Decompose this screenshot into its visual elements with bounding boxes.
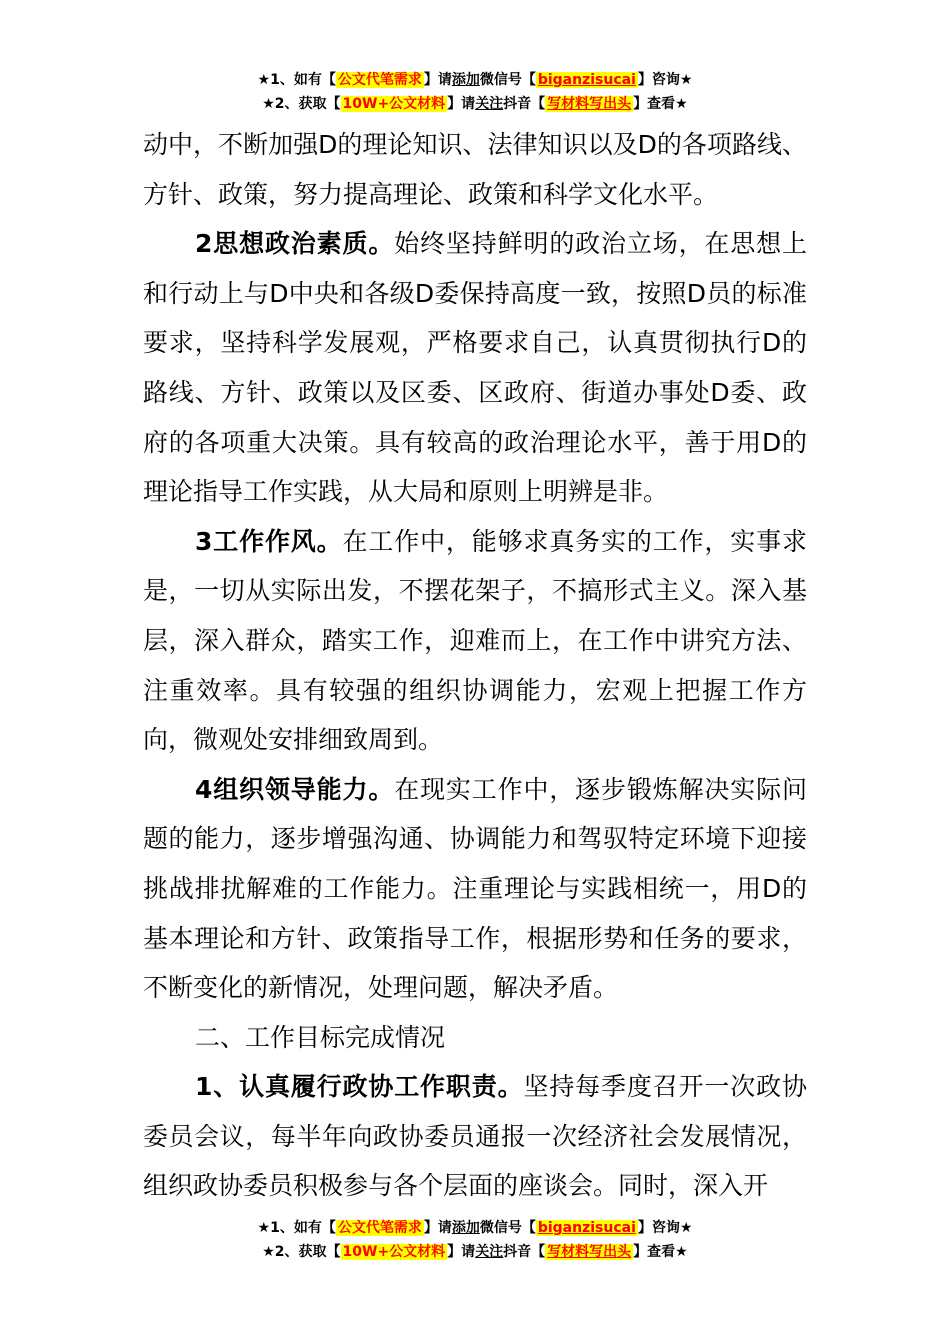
paragraph-3-title: 3工作作风。 xyxy=(195,526,343,556)
paragraph-3-text: 在工作中，能够求真务实的工作，实事求是，一切从实际出发，不摆花架子，不搞形式主义。深入基层，深入群众，踏实工作，迎难而上，在工作中讲究方法、注重效率。具有较强的组织协调能力，宏观上把握工作方向，微观处安排细致周到。 xyxy=(143,526,807,755)
banner-text: ★1、如有【 xyxy=(257,72,336,88)
banner-text: 抖音【 xyxy=(503,96,546,112)
banner-text: 】查看★ xyxy=(633,96,688,112)
banner-text: 】咨询★ xyxy=(637,1220,693,1236)
banner-wechat-id: biganzisucai xyxy=(537,1220,636,1236)
banner-text: 微信号【 xyxy=(479,1220,536,1236)
banner-text: ★2、获取【 xyxy=(262,96,341,112)
section-heading: 二、工作目标完成情况 xyxy=(195,1022,446,1052)
paragraph-4-title: 4组织领导能力。 xyxy=(195,774,395,804)
banner-underline: 添加 xyxy=(451,72,480,88)
banner-underline: 关注 xyxy=(475,1244,504,1260)
banner-text: 】请 xyxy=(423,72,452,88)
banner-wechat-id: biganzisucai xyxy=(537,72,636,88)
header-banner xyxy=(0,68,950,116)
banner-line-1 xyxy=(0,1216,950,1240)
banner-douyin-id: 写材料写出头 xyxy=(547,96,632,112)
paragraph-3 xyxy=(143,517,807,765)
banner-underline: 关注 xyxy=(475,96,504,112)
banner-line-2 xyxy=(0,1240,950,1264)
paragraph-2-text: 始终坚持鲜明的政治立场，在思想上和行动上与D中央和各级D委保持高度一致，按照D员的标准要求，坚持科学发展观，严格要求自己，认真贯彻执行D的路线、方针、政策以及区委、区政府、街道办事处D委、政府的各项重大决策。具有较高的政治理论水平，善于用D的理论指导工作实践，从大局和原则上明辨是非。 xyxy=(143,229,807,507)
banner-underline: 添加 xyxy=(451,1220,480,1236)
banner-text: 】请 xyxy=(447,1244,476,1260)
banner-text: 】查看★ xyxy=(633,1244,688,1260)
paragraph-4-text: 在现实工作中，逐步锻炼解决实际问题的能力，逐步增强沟通、协调能力和驾驭特定环境下迎接挑战排扰解难的工作能力。注重理论与实践相统一，用D的基本理论和方针、政策指导工作，根据形势和任务的要求，不断变化的新情况，处理问题，解决矛盾。 xyxy=(143,774,807,1003)
banner-text: 】请 xyxy=(447,96,476,112)
banner-highlight: 10W+公文材料 xyxy=(342,96,446,112)
paragraph-5 xyxy=(143,1062,807,1211)
paragraph-5-text: 坚持每季度召开一次政协委员会议，每半年向政协委员通报一次经济社会发展情况，组织政协委员积极参与各个层面的座谈会。同时，深入开 xyxy=(143,1072,807,1201)
banner-text: 微信号【 xyxy=(479,72,536,88)
paragraph-2 xyxy=(143,219,807,517)
paragraph-4 xyxy=(143,765,807,1013)
paragraph-2-title: 2思想政治素质。 xyxy=(195,229,395,259)
banner-douyin-id: 写材料写出头 xyxy=(547,1244,632,1260)
banner-highlight: 公文代笔需求 xyxy=(337,72,422,88)
banner-line-1 xyxy=(0,68,950,92)
banner-highlight: 10W+公文材料 xyxy=(342,1244,446,1260)
footer-banner xyxy=(0,1216,950,1264)
paragraph-5-title: 1、认真履行政协工作职责。 xyxy=(195,1072,524,1102)
banner-text: 】请 xyxy=(423,1220,452,1236)
banner-highlight: 公文代笔需求 xyxy=(337,1220,422,1236)
banner-line-2 xyxy=(0,92,950,116)
paragraph-1: 动中，不断加强D的理论知识、法律知识以及D的各项路线、方针、政策，努力提高理论、政策和科学文化水平。 xyxy=(143,130,807,209)
banner-text: ★1、如有【 xyxy=(257,1220,336,1236)
banner-text: 抖音【 xyxy=(503,1244,546,1260)
document-body xyxy=(143,120,807,1211)
banner-text: ★2、获取【 xyxy=(262,1244,341,1260)
banner-text: 】咨询★ xyxy=(637,72,693,88)
